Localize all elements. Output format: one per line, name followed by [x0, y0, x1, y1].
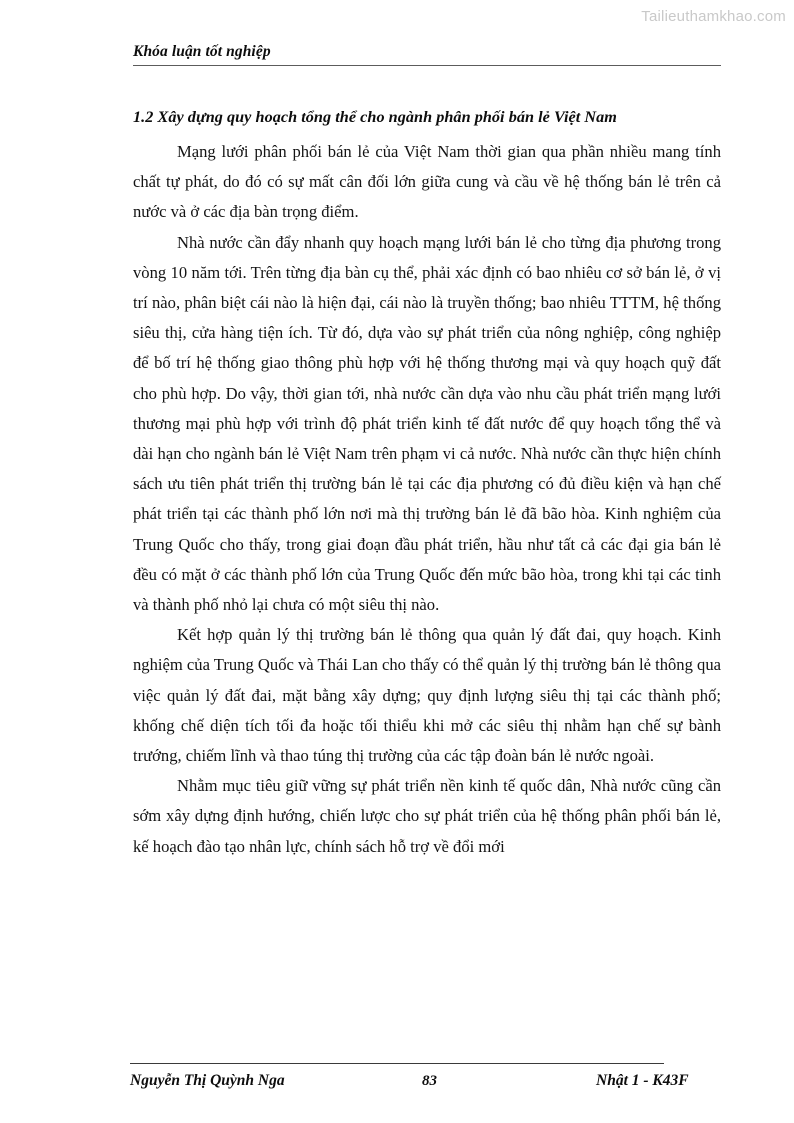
body-paragraph-1: Mạng lưới phân phối bán lẻ của Việt Nam thời gian qua phần nhiều mang tính chất tự phát, do đó có sự mất cân đối lớn giữa cung và cầu về hệ thống bán lẻ trên cả nước và ở các địa bàn trọng điểm.: [133, 142, 721, 222]
section-heading: 1.2 Xây dựng quy hoạch tổng thể cho ngành phân phối bán lẻ Việt Nam: [133, 108, 617, 126]
footer-divider: [130, 1063, 664, 1064]
footer-page-number: 83: [422, 1073, 437, 1089]
footer-class: Nhật 1 - K43F: [596, 1072, 689, 1089]
body-paragraph-4: Nhằm mục tiêu giữ vững sự phát triển nền kinh tế quốc dân, Nhà nước cũng cần sớm xây dựng định hướng, chiến lược cho sự phát triển của hệ thống phân phối bán lẻ, kế hoạch đào tạo nhân lực, chính sách hỗ trợ về đổi mới: [133, 776, 721, 856]
document-body: [133, 106, 721, 862]
running-header-title: Khóa luận tốt nghiệp: [133, 43, 271, 60]
body-paragraph-2: Nhà nước cần đẩy nhanh quy hoạch mạng lưới bán lẻ cho từng địa phương trong vòng 10 năm tới. Trên từng địa bàn cụ thể, phải xác định có bao nhiêu cơ sở bán lẻ, ở vị trí nào, phân biệt cái nào là hiện đại, cái nào là truyền thống; bao nhiêu TTTM, hệ thống siêu thị, cửa hàng tiện ích. Từ đó, dựa vào sự phát triển của nông nghiệp, công nghiệp để bố trí hệ thống giao thông phù hợp với hệ thống thương mại và quy hoạch quỹ đất cho phù hợp. Do vậy, thời gian tới, nhà nước cần dựa vào nhu cầu phát triển mạng lưới thương mại phù hợp với trình độ phát triển kinh tế đất nước để quy hoạch tổng thể và dài hạn cho ngành bán lẻ Việt Nam trên phạm vi cả nước. Nhà nước cần thực hiện chính sách ưu tiên phát triển thị trường bán lẻ tại các địa phương có đủ điều kiện và hạn chế phát triển tại các thành phố lớn nơi mà thị trường bán lẻ đã bão hòa. Kinh nghiệm của Trung Quốc cho thấy, trong giai đoạn đầu phát triển, hầu như tất cả các đại gia bán lẻ đều có mặt ở các thành phố lớn của Trung Quốc đến mức bão hòa, trong khi tại các tinh và thành phố nhỏ lại chưa có một siêu thị nào.: [133, 232, 721, 615]
body-paragraph-3: Kết hợp quản lý thị trường bán lẻ thông qua quản lý đất đai, quy hoạch. Kinh nghiệm của Trung Quốc và Thái Lan cho thấy có thể quản lý thị trường bán lẻ thông qua việc quản lý đất đai, mặt bằng xây dựng; quy định lượng siêu thị tại các thành phố; khống chế diện tích tối đa hoặc tối thiểu khi mở các siêu thị nhằm hạn chế sự bành trướng, chiếm lĩnh và thao túng thị trường của các tập đoàn bán lẻ nước ngoài.: [133, 625, 721, 766]
header-divider: [133, 65, 721, 66]
watermark-text: Tailieuthamkhao.com: [641, 8, 786, 25]
footer-author: Nguyễn Thị Quỳnh Nga: [130, 1072, 285, 1089]
running-header: [133, 42, 721, 61]
page-footer: [130, 1070, 730, 1096]
